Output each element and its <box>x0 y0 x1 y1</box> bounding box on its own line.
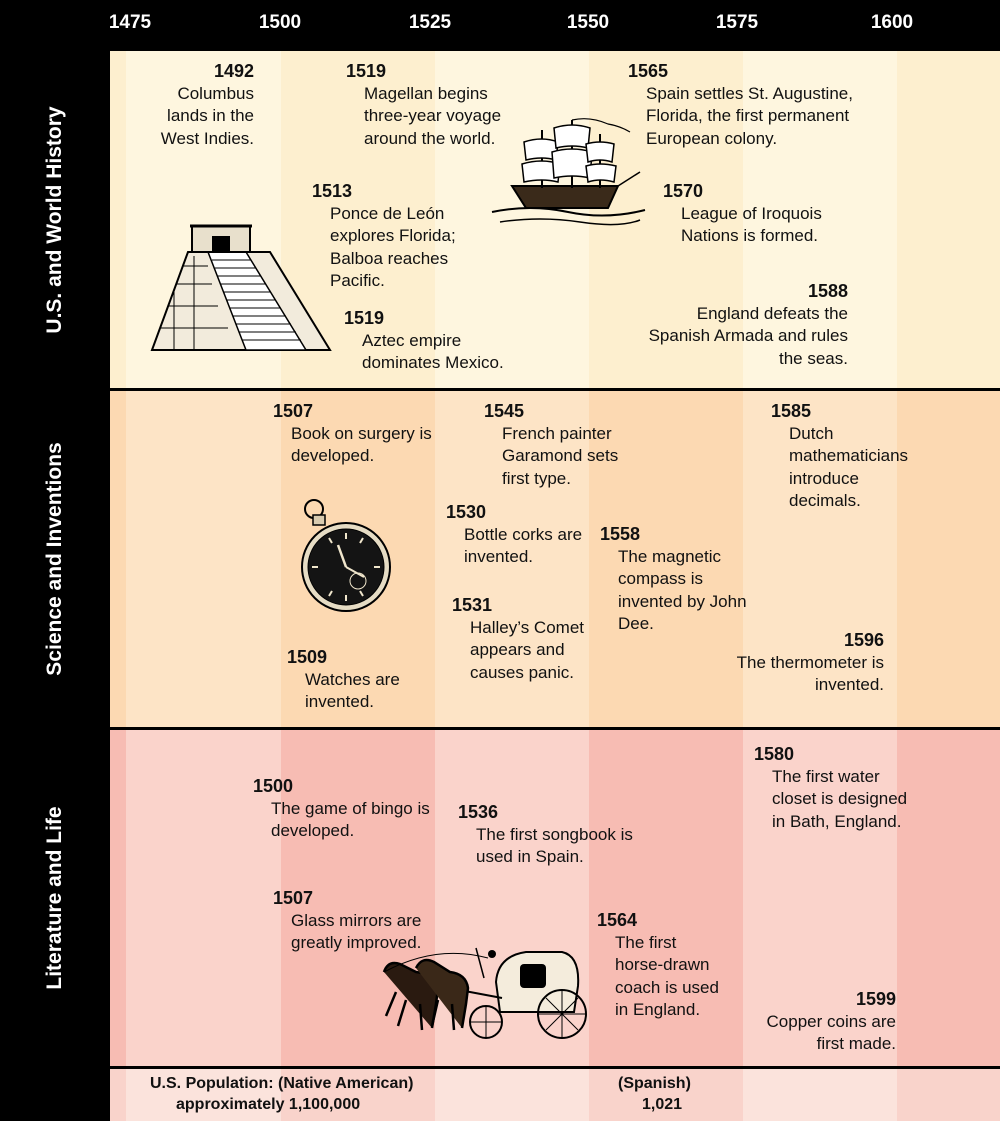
year-label: 1600 <box>870 12 914 33</box>
event-year: 1507 <box>273 401 314 421</box>
event-text: The game of bingo is developed. <box>271 798 430 840</box>
event-halleys-comet <box>452 594 612 684</box>
row-label <box>0 730 110 1066</box>
event-year: 1536 <box>458 802 499 822</box>
event-bingo <box>253 775 435 843</box>
pyramid-illustration <box>150 222 332 354</box>
population-spanish <box>618 1073 728 1115</box>
event-year: 1599 <box>855 989 896 1009</box>
event-text: Bottle corks are invented. <box>464 524 583 566</box>
event-horse-drawn-coach <box>597 909 727 1022</box>
population-spanish-value: 1,021 <box>642 1096 683 1113</box>
event-year: 1519 <box>344 308 385 328</box>
population-native-value: approximately 1,100,000 <box>176 1096 361 1113</box>
population-native <box>150 1073 490 1115</box>
event-year: 1513 <box>312 181 353 201</box>
year-header <box>0 0 1000 48</box>
event-year: 1588 <box>807 281 848 301</box>
event-text: Magellan begins three-year voyage around the world. <box>364 83 502 148</box>
event-iroquois <box>663 180 853 248</box>
event-year: 1596 <box>843 630 884 650</box>
event-ponce-de-leon <box>312 180 482 293</box>
event-garamond <box>484 400 644 490</box>
event-year: 1519 <box>346 61 387 81</box>
event-water-closet <box>754 743 914 833</box>
year-label: 1550 <box>566 12 610 33</box>
event-watches <box>287 646 427 714</box>
row-label <box>0 51 110 388</box>
event-aztec <box>344 307 536 375</box>
band <box>110 51 126 388</box>
band <box>126 391 281 727</box>
event-text: Halley’s Comet appears and causes panic. <box>470 617 585 682</box>
event-text: England defeats the Spanish Armada and rules the seas. <box>648 303 848 368</box>
event-text: Glass mirrors are greatly improved. <box>291 910 422 952</box>
population-native-label: U.S. Population: (Native American) <box>150 1075 414 1092</box>
band <box>897 51 1000 388</box>
event-year: 1507 <box>273 888 314 908</box>
event-surgery-book <box>273 400 443 468</box>
year-label: 1500 <box>258 12 302 33</box>
event-text: Ponce de León explores Florida; Balboa reaches Pacific. <box>330 203 456 290</box>
band <box>110 1069 126 1121</box>
event-st-augustine <box>628 60 890 150</box>
event-year: 1545 <box>484 401 525 421</box>
event-text: Book on surgery is developed. <box>291 423 432 465</box>
event-copper-coins <box>740 988 896 1056</box>
event-year: 1530 <box>446 502 487 522</box>
event-text: The thermometer is invented. <box>736 652 884 694</box>
row-label-text: Literature and Life <box>43 806 66 990</box>
event-glass-mirrors <box>273 887 453 955</box>
event-year: 1585 <box>771 401 812 421</box>
year-label: 1475 <box>108 12 152 33</box>
event-text: Dutch mathematicians introduce decimals. <box>789 423 909 510</box>
divider <box>0 48 1000 51</box>
event-magnetic-compass <box>600 523 750 636</box>
band <box>743 1069 897 1121</box>
event-text: The first water closet is designed in Bath, England. <box>772 766 908 831</box>
event-year: 1565 <box>628 61 669 81</box>
event-year: 1558 <box>600 524 641 544</box>
event-year: 1570 <box>663 181 704 201</box>
row-label-text: Science and Inventions <box>43 442 66 676</box>
event-text: The first songbook is used in Spain. <box>476 824 633 866</box>
row-label-text: U.S. and World History <box>43 105 66 334</box>
band <box>110 730 126 1066</box>
population-spanish-label: (Spanish) <box>618 1075 691 1092</box>
event-text: League of Iroquois Nations is formed. <box>681 203 822 245</box>
event-year: 1509 <box>287 647 328 667</box>
pocket-watch-illustration <box>298 497 392 615</box>
event-year: 1564 <box>597 910 638 930</box>
event-text: The first horse-drawn coach is used in England. <box>615 932 719 1019</box>
row-label <box>0 391 110 727</box>
divider <box>0 727 1000 730</box>
event-bottle-corks <box>446 501 596 569</box>
row-label-blank <box>0 1069 110 1121</box>
event-year: 1580 <box>754 744 795 764</box>
event-text: The magnetic compass is invented by John Dee. <box>618 546 747 633</box>
event-armada <box>640 280 848 370</box>
event-text: Watches are invented. <box>305 669 400 711</box>
divider <box>0 388 1000 391</box>
event-columbus <box>140 60 254 150</box>
event-year: 1531 <box>452 595 493 615</box>
event-text: Columbus lands in the West Indies. <box>160 83 254 148</box>
event-year: 1492 <box>213 61 254 81</box>
band <box>897 1069 1000 1121</box>
horse-coach-illustration <box>376 942 588 1042</box>
event-text: Copper coins are first made. <box>766 1011 896 1053</box>
event-text: Aztec empire dominates Mexico. <box>362 330 504 372</box>
event-thermometer <box>700 629 884 697</box>
divider <box>0 1066 1000 1069</box>
year-label: 1525 <box>408 12 452 33</box>
event-magellan <box>346 60 536 150</box>
band <box>110 391 126 727</box>
year-label: 1575 <box>715 12 759 33</box>
event-text: Spain settles St. Augustine, Florida, the first permanent European colony. <box>646 83 853 148</box>
event-text: French painter Garamond sets first type. <box>502 423 619 488</box>
event-songbook <box>458 801 658 869</box>
event-year: 1500 <box>253 776 294 796</box>
event-decimals <box>771 400 921 513</box>
